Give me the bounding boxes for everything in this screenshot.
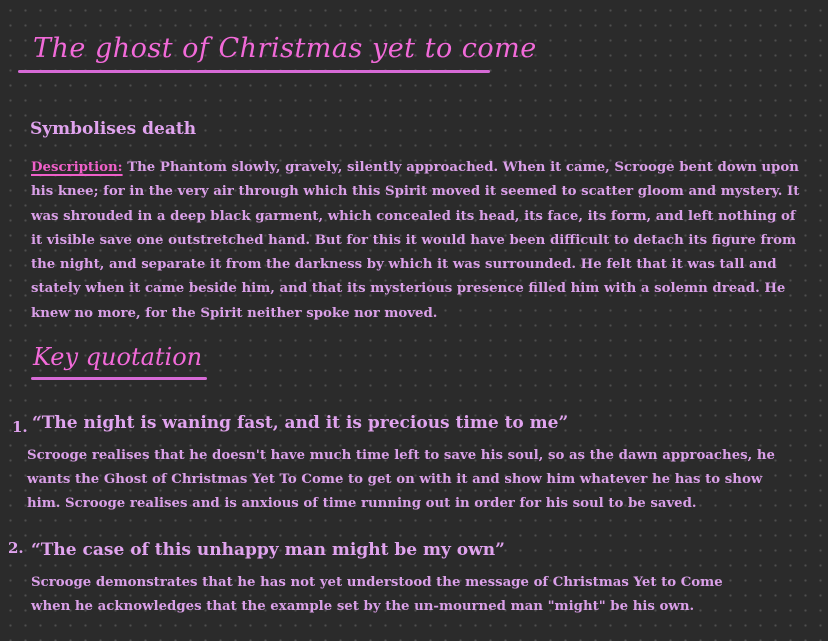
quote-1: “The night is waning fast, and it is precious time to me” bbox=[32, 413, 569, 433]
description-label: Description: bbox=[31, 160, 123, 175]
key-quotation-underline bbox=[31, 377, 207, 380]
description-text: The Phantom slowly, gravely, silently approached. When it came, Scrooge bent down upon his knee; for in the very air through which this Spirit moved it seemed to scatter gloom and mystery. It was shrouded in a deep black garment, which concealed its head, its face, its form, and left nothing of it visible save one outstretched hand. But for this it would have been difficult to detach its figure from the night, and separate it from the darkness by which it was surrounded. He felt that it was tall and stately when it came beside him, and that its mysterious presence filled him with a solemn dread. He knew no more, for the Spirit neither spoke nor moved. bbox=[31, 160, 800, 321]
title-underline bbox=[18, 70, 490, 73]
quote-number-2: 2. bbox=[8, 539, 24, 557]
quote-2-explanation: Scrooge demonstrates that he has not yet understood the message of Christmas Yet to Come when he acknowledges that the example set by the un-mourned man "might" be his own. bbox=[31, 575, 723, 614]
quote-number-1: 1. bbox=[12, 418, 28, 436]
symbol-heading: Symbolises death bbox=[30, 119, 197, 139]
quote-1-explanation: Scrooge realises that he doesn't have much time left to save his soul, so as the dawn approaches, he wants the Ghost of Christmas Yet To Come to get on with it and show him whatever he has to show him. Scrooge realises and is anxious of time running out in order for his soul to be saved. bbox=[27, 448, 776, 511]
key-quotation-heading: Key quotation bbox=[33, 343, 203, 371]
page-title: The ghost of Christmas yet to come bbox=[33, 33, 537, 64]
quote-2: “The case of this unhappy man might be my own” bbox=[31, 540, 505, 560]
description-paragraph bbox=[31, 156, 811, 326]
